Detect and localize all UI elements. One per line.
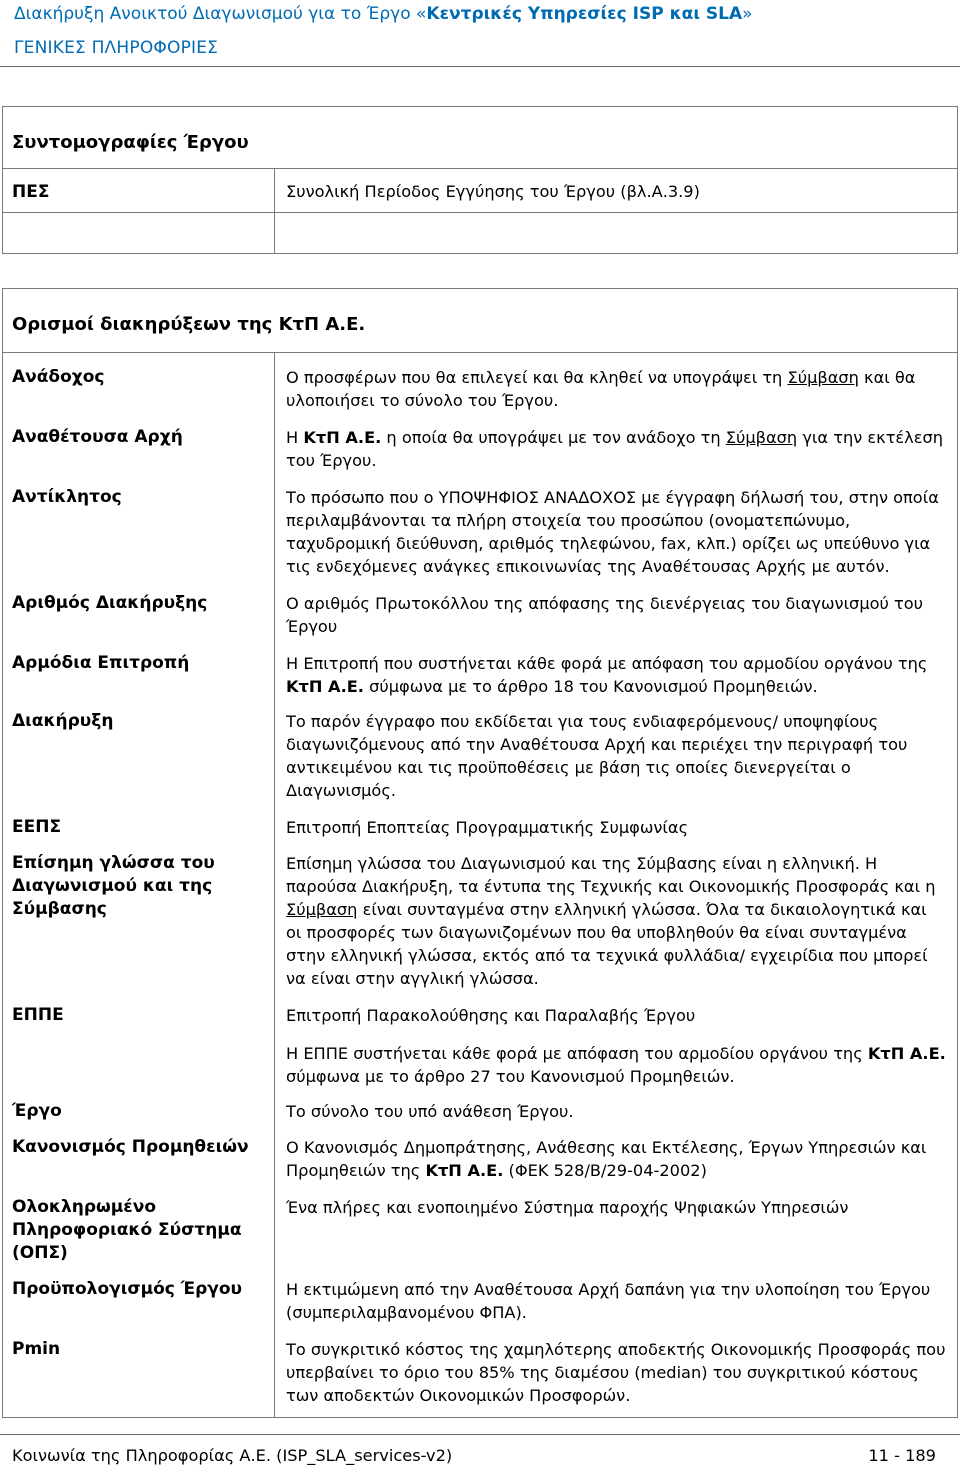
definition-term: Ανάδοχος bbox=[12, 367, 105, 387]
page-number: 11 - 189 bbox=[868, 1446, 936, 1465]
section-subtitle: ΓΕΝΙΚΕΣ ΠΛΗΡΟΦΟΡΙΕΣ bbox=[14, 38, 219, 58]
definition-text: Η ΕΠΠΕ συστήνεται κάθε φορά με απόφαση του αρμοδίου οργάνου της ΚτΠ Α.Ε. σύμφωνα με το άρθρο 27 του Κανονισμού Προμηθειών. bbox=[286, 1044, 946, 1086]
definition-text: Το πρόσωπο που ο ΥΠΟΨΗΦΙΟΣ ΑΝΑΔΟΧΟΣ με έγγραφη δήλωσή του, στην οποία περιλαμβάνονται τα πλήρη στοιχεία του προσώπου (ονοματεπώνυμο, ταχυδρομική διεύθυνση, αριθμός τηλεφώνου, fax, κλπ.) ορίζει ως υπεύθυνο για τις ενδεχόμενες ανάγκες επικοινωνίας της Αναθέτουσας Αρχής με αυτόν. bbox=[286, 488, 939, 576]
document-title: Διακήρυξη Ανοικτού Διαγωνισμού για το Έργο «Κεντρικές Υπηρεσίες ISP και SLA» bbox=[14, 4, 753, 24]
definition-term: Αντίκλητος bbox=[12, 487, 122, 507]
definition-term: Ολοκληρωμένο Πληροφοριακό Σύστημα (ΟΠΣ) bbox=[12, 1197, 242, 1263]
definition-text: Επιτροπή Παρακολούθησης και Παραλαβής Έργου bbox=[286, 1006, 696, 1025]
footer-rule bbox=[0, 1434, 960, 1435]
definition-text: Ένα πλήρες και ενοποιημένο Σύστημα παροχής Ψηφιακών Υπηρεσιών bbox=[286, 1198, 849, 1217]
abbreviations-border bbox=[2, 106, 958, 254]
definition-term: Προϋπολογισμός Έργου bbox=[12, 1279, 243, 1299]
definition-term: Αριθμός Διακήρυξης bbox=[12, 593, 208, 613]
definition-text: Η ΚτΠ Α.Ε. η οποία θα υπογράψει με τον ανάδοχο τη Σύμβαση για την εκτέλεση του Έργου. bbox=[286, 428, 944, 470]
definition-text: Επιτροπή Εποπτείας Προγραμματικής Συμφωνίας bbox=[286, 818, 689, 837]
definitions-title: Ορισμοί διακηρύξεων της ΚτΠ Α.Ε. bbox=[12, 314, 366, 335]
abbreviation-definition: Συνολική Περίοδος Εγγύησης του Έργου (βλ.Α.3.9) bbox=[286, 182, 700, 201]
definition-text: Το παρόν έγγραφο που εκδίδεται για τους ενδιαφερόμενους/ υποψηφίους διαγωνιζόμενους από την Αναθέτουσα Αρχή και περιέχει την περιγραφή του αντικειμένου και τις προϋποθέσεις με βάση τις οποίες διενεργείται ο Διαγωνισμός. bbox=[286, 712, 908, 800]
definition-term: ΕΠΠΕ bbox=[12, 1005, 64, 1025]
definition-term: Κανονισμός Προμηθειών bbox=[12, 1137, 249, 1157]
header-rule bbox=[0, 66, 960, 67]
definition-text: Επίσημη γλώσσα του Διαγωνισμού και της Σύμβασης είναι η ελληνική. Η παρούσα Διακήρυξη, τα έντυπα της Τεχνικής και Οικονομικής Προσφοράς και η Σύμβαση είναι συνταγμένα στην ελληνική γλώσσα. Όλα τα δικαιολογητικά και οι προσφορές των διαγωνιζομένων που θα υποβληθούν θα είναι συνταγμένα στην ελληνική γλώσσα, εκτός από τα τεχνικά φυλλάδια/ εγχειρίδια που μπορεί να είναι στην αγγλική γλώσσα. bbox=[286, 854, 936, 988]
definition-text: Ο προσφέρων που θα επιλεγεί και θα κληθεί να υπογράψει τη Σύμβαση και θα υλοποιήσει το σύνολο του Έργου. bbox=[286, 368, 916, 410]
definition-term: Pmin bbox=[12, 1339, 61, 1359]
definition-text: Η Επιτροπή που συστήνεται κάθε φορά με απόφαση του αρμοδίου οργάνου της ΚτΠ Α.Ε. σύμφωνα με το άρθρο 18 του Κανονισμού Προμηθειών. bbox=[286, 654, 928, 696]
definition-text: Ο αριθμός Πρωτοκόλλου της απόφασης της διενέργειας του διαγωνισμού του Έργου bbox=[286, 594, 924, 636]
definition-text: Η εκτιμώμενη από την Αναθέτουσα Αρχή δαπάνη για την υλοποίηση του Έργου (συμπεριλαμβανομένου ΦΠΑ). bbox=[286, 1280, 931, 1322]
abbreviation-term: ΠΕΣ bbox=[12, 182, 50, 202]
abbreviations-title: Συντομογραφίες Έργου bbox=[12, 132, 249, 153]
definition-term: ΕΕΠΣ bbox=[12, 817, 62, 837]
definition-text: Το συγκριτικό κόστος της χαμηλότερης αποδεκτής Οικονομικής Προσφοράς που υπερβαίνει το όριο του 85% της διαμέσου (median) του συγκριτικού κόστους των αποδεκτών Οικονομικών Προσφορών. bbox=[286, 1340, 946, 1405]
definition-term: Αναθέτουσα Αρχή bbox=[12, 427, 183, 447]
definition-term: Επίσημη γλώσσα του Διαγωνισμού και της Σύμβασης bbox=[12, 853, 215, 919]
definition-term: Έργο bbox=[12, 1101, 62, 1121]
definition-text: Ο Κανονισμός Δημοπράτησης, Ανάθεσης και Εκτέλεσης, Έργων Υπηρεσιών και Προμηθειών της ΚτΠ Α.Ε. (ΦΕΚ 528/Β/29-04-2002) bbox=[286, 1138, 927, 1180]
definition-term: Διακήρυξη bbox=[12, 711, 114, 731]
definition-term: Αρμόδια Επιτροπή bbox=[12, 653, 190, 673]
footer-company: Κοινωνία της Πληροφορίας Α.Ε. (ISP_SLA_services-v2) bbox=[12, 1446, 453, 1465]
definition-text: Το σύνολο του υπό ανάθεση Έργου. bbox=[286, 1102, 574, 1121]
